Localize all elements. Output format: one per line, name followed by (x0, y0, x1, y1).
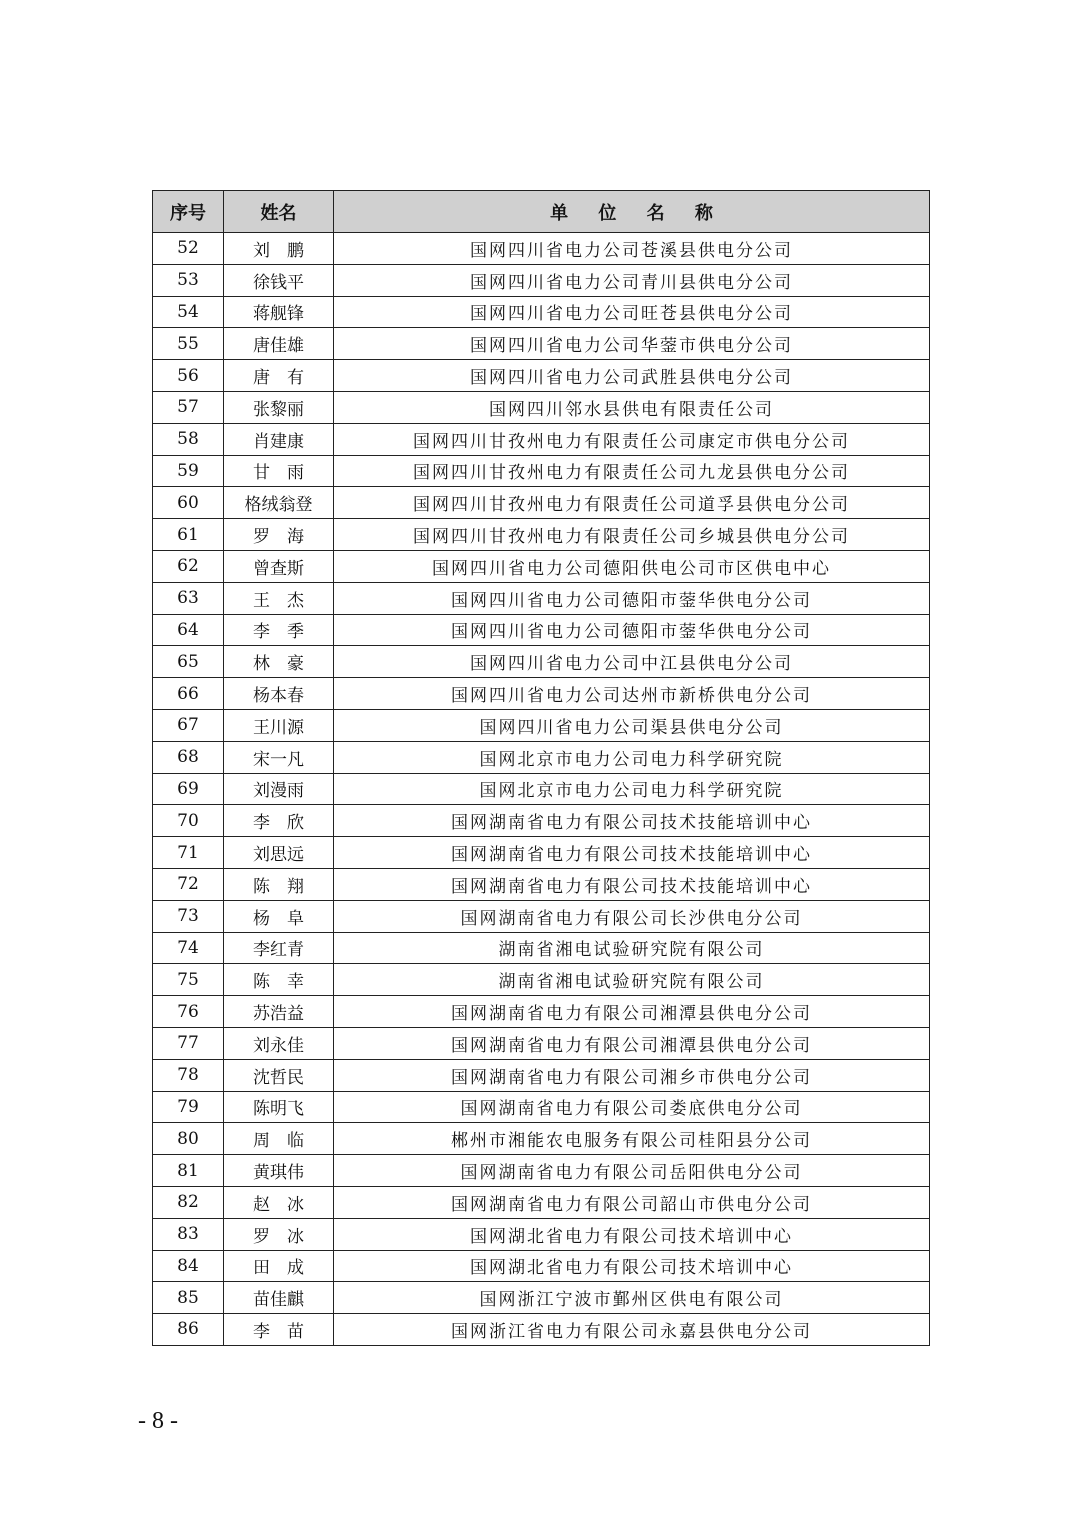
row-name-cell: 王 杰 (224, 582, 334, 614)
table-row (153, 1314, 930, 1346)
row-index-cell: 77 (153, 1027, 224, 1059)
table-row (153, 1186, 930, 1218)
table-row (153, 264, 930, 296)
row-unit-cell: 国网四川省电力公司德阳市蓥华供电分公司 (334, 614, 930, 646)
row-name-cell: 罗 冰 (224, 1218, 334, 1250)
table-row (153, 328, 930, 360)
table-row (153, 678, 930, 710)
table-row (153, 296, 930, 328)
row-unit-cell: 湖南省湘电试验研究院有限公司 (334, 932, 930, 964)
row-name-cell: 罗 海 (224, 519, 334, 551)
row-unit-cell: 国网湖南省电力有限公司湘潭县供电分公司 (334, 1027, 930, 1059)
table-row (153, 455, 930, 487)
row-index-cell: 61 (153, 519, 224, 551)
row-unit-cell: 郴州市湘能农电服务有限公司桂阳县分公司 (334, 1123, 930, 1155)
row-unit-cell: 国网湖南省电力有限公司技术技能培训中心 (334, 805, 930, 837)
row-unit-cell: 国网湖南省电力有限公司娄底供电分公司 (334, 1091, 930, 1123)
table-row (153, 709, 930, 741)
table-row (153, 1218, 930, 1250)
row-index-cell: 57 (153, 391, 224, 423)
row-name-cell: 张黎丽 (224, 391, 334, 423)
row-unit-cell: 国网四川甘孜州电力有限责任公司道孚县供电分公司 (334, 487, 930, 519)
row-index-cell: 82 (153, 1186, 224, 1218)
row-name-cell: 陈 幸 (224, 964, 334, 996)
row-name-cell: 格绒翁登 (224, 487, 334, 519)
row-index-cell: 65 (153, 646, 224, 678)
row-unit-cell: 国网湖南省电力有限公司韶山市供电分公司 (334, 1186, 930, 1218)
row-unit-cell: 国网四川省电力公司达州市新桥供电分公司 (334, 678, 930, 710)
table-body (153, 233, 930, 1346)
row-index-cell: 60 (153, 487, 224, 519)
row-unit-cell: 国网四川省电力公司武胜县供电分公司 (334, 360, 930, 392)
row-index-cell: 54 (153, 296, 224, 328)
row-unit-cell: 国网四川邻水县供电有限责任公司 (334, 391, 930, 423)
table-row (153, 391, 930, 423)
row-index-cell: 84 (153, 1250, 224, 1282)
row-name-cell: 李 季 (224, 614, 334, 646)
row-index-cell: 86 (153, 1314, 224, 1346)
row-index-cell: 56 (153, 360, 224, 392)
row-index-cell: 64 (153, 614, 224, 646)
row-name-cell: 陈 翔 (224, 868, 334, 900)
row-unit-cell: 国网湖南省电力有限公司技术技能培训中心 (334, 837, 930, 869)
row-name-cell: 李 苗 (224, 1314, 334, 1346)
header-name: 姓名 (224, 191, 334, 233)
row-index-cell: 52 (153, 233, 224, 265)
row-index-cell: 70 (153, 805, 224, 837)
table-row (153, 837, 930, 869)
table-row (153, 360, 930, 392)
row-name-cell: 曾查斯 (224, 550, 334, 582)
row-name-cell: 宋一凡 (224, 741, 334, 773)
header-row (153, 191, 930, 233)
row-index-cell: 73 (153, 900, 224, 932)
page-number: - 8 - (138, 1408, 178, 1434)
row-unit-cell: 国网四川省电力公司德阳市蓥华供电分公司 (334, 582, 930, 614)
row-unit-cell: 国网浙江宁波市鄞州区供电有限公司 (334, 1282, 930, 1314)
table-row (153, 773, 930, 805)
row-unit-cell: 国网湖北省电力有限公司技术培训中心 (334, 1250, 930, 1282)
row-index-cell: 63 (153, 582, 224, 614)
row-unit-cell: 国网湖南省电力有限公司湘潭县供电分公司 (334, 996, 930, 1028)
row-name-cell: 李 欣 (224, 805, 334, 837)
row-unit-cell: 国网四川甘孜州电力有限责任公司乡城县供电分公司 (334, 519, 930, 551)
row-name-cell: 苏浩益 (224, 996, 334, 1028)
row-unit-cell: 国网四川甘孜州电力有限责任公司康定市供电分公司 (334, 423, 930, 455)
row-name-cell: 陈明飞 (224, 1091, 334, 1123)
table-row (153, 423, 930, 455)
row-name-cell: 苗佳麒 (224, 1282, 334, 1314)
row-unit-cell: 国网四川省电力公司华蓥市供电分公司 (334, 328, 930, 360)
row-name-cell: 刘永佳 (224, 1027, 334, 1059)
table-row (153, 550, 930, 582)
row-unit-cell: 国网四川省电力公司德阳供电公司市区供电中心 (334, 550, 930, 582)
row-name-cell: 蒋舰锋 (224, 296, 334, 328)
table-row (153, 646, 930, 678)
table-row (153, 487, 930, 519)
table-row (153, 233, 930, 265)
row-name-cell: 唐佳雄 (224, 328, 334, 360)
row-index-cell: 78 (153, 1059, 224, 1091)
table-row (153, 964, 930, 996)
row-name-cell: 杨本春 (224, 678, 334, 710)
header-unit: 单 位 名 称 (334, 191, 930, 233)
row-name-cell: 田 成 (224, 1250, 334, 1282)
table-row (153, 1027, 930, 1059)
table-row (153, 519, 930, 551)
row-name-cell: 赵 冰 (224, 1186, 334, 1218)
row-name-cell: 徐钱平 (224, 264, 334, 296)
table-row (153, 582, 930, 614)
row-unit-cell: 国网北京市电力公司电力科学研究院 (334, 773, 930, 805)
row-unit-cell: 国网四川省电力公司青川县供电分公司 (334, 264, 930, 296)
row-name-cell: 李红青 (224, 932, 334, 964)
table-row (153, 1123, 930, 1155)
row-index-cell: 80 (153, 1123, 224, 1155)
row-unit-cell: 国网四川甘孜州电力有限责任公司九龙县供电分公司 (334, 455, 930, 487)
row-unit-cell: 国网湖南省电力有限公司岳阳供电分公司 (334, 1155, 930, 1187)
row-name-cell: 周 临 (224, 1123, 334, 1155)
row-index-cell: 71 (153, 837, 224, 869)
table-row (153, 1155, 930, 1187)
row-name-cell: 刘思远 (224, 837, 334, 869)
table-row (153, 1250, 930, 1282)
header-index: 序号 (153, 191, 224, 233)
table-row (153, 1282, 930, 1314)
row-index-cell: 66 (153, 678, 224, 710)
row-index-cell: 74 (153, 932, 224, 964)
row-index-cell: 72 (153, 868, 224, 900)
row-name-cell: 甘 雨 (224, 455, 334, 487)
table-row (153, 868, 930, 900)
row-unit-cell: 国网湖南省电力有限公司湘乡市供电分公司 (334, 1059, 930, 1091)
row-unit-cell: 湖南省湘电试验研究院有限公司 (334, 964, 930, 996)
row-unit-cell: 国网四川省电力公司中江县供电分公司 (334, 646, 930, 678)
row-index-cell: 76 (153, 996, 224, 1028)
row-unit-cell: 国网湖北省电力有限公司技术培训中心 (334, 1218, 930, 1250)
table-row (153, 741, 930, 773)
roster-table (152, 190, 930, 1346)
row-index-cell: 62 (153, 550, 224, 582)
row-index-cell: 79 (153, 1091, 224, 1123)
row-name-cell: 沈哲民 (224, 1059, 334, 1091)
row-index-cell: 81 (153, 1155, 224, 1187)
table-row (153, 805, 930, 837)
row-index-cell: 53 (153, 264, 224, 296)
row-index-cell: 59 (153, 455, 224, 487)
table-row (153, 1091, 930, 1123)
row-unit-cell: 国网浙江省电力有限公司永嘉县供电分公司 (334, 1314, 930, 1346)
row-unit-cell: 国网湖南省电力有限公司技术技能培训中心 (334, 868, 930, 900)
row-name-cell: 唐 有 (224, 360, 334, 392)
row-index-cell: 75 (153, 964, 224, 996)
row-index-cell: 58 (153, 423, 224, 455)
row-name-cell: 肖建康 (224, 423, 334, 455)
row-name-cell: 林 豪 (224, 646, 334, 678)
table-row (153, 932, 930, 964)
row-name-cell: 刘 鹏 (224, 233, 334, 265)
row-index-cell: 67 (153, 709, 224, 741)
row-index-cell: 68 (153, 741, 224, 773)
table-row (153, 1059, 930, 1091)
row-name-cell: 杨 阜 (224, 900, 334, 932)
row-index-cell: 85 (153, 1282, 224, 1314)
row-unit-cell: 国网北京市电力公司电力科学研究院 (334, 741, 930, 773)
row-unit-cell: 国网湖南省电力有限公司长沙供电分公司 (334, 900, 930, 932)
row-unit-cell: 国网四川省电力公司渠县供电分公司 (334, 709, 930, 741)
row-unit-cell: 国网四川省电力公司苍溪县供电分公司 (334, 233, 930, 265)
table-header (153, 191, 930, 233)
row-name-cell: 黄琪伟 (224, 1155, 334, 1187)
table-row (153, 900, 930, 932)
row-index-cell: 55 (153, 328, 224, 360)
table-row (153, 614, 930, 646)
row-name-cell: 王川源 (224, 709, 334, 741)
row-name-cell: 刘漫雨 (224, 773, 334, 805)
table-row (153, 996, 930, 1028)
row-unit-cell: 国网四川省电力公司旺苍县供电分公司 (334, 296, 930, 328)
row-index-cell: 83 (153, 1218, 224, 1250)
row-index-cell: 69 (153, 773, 224, 805)
